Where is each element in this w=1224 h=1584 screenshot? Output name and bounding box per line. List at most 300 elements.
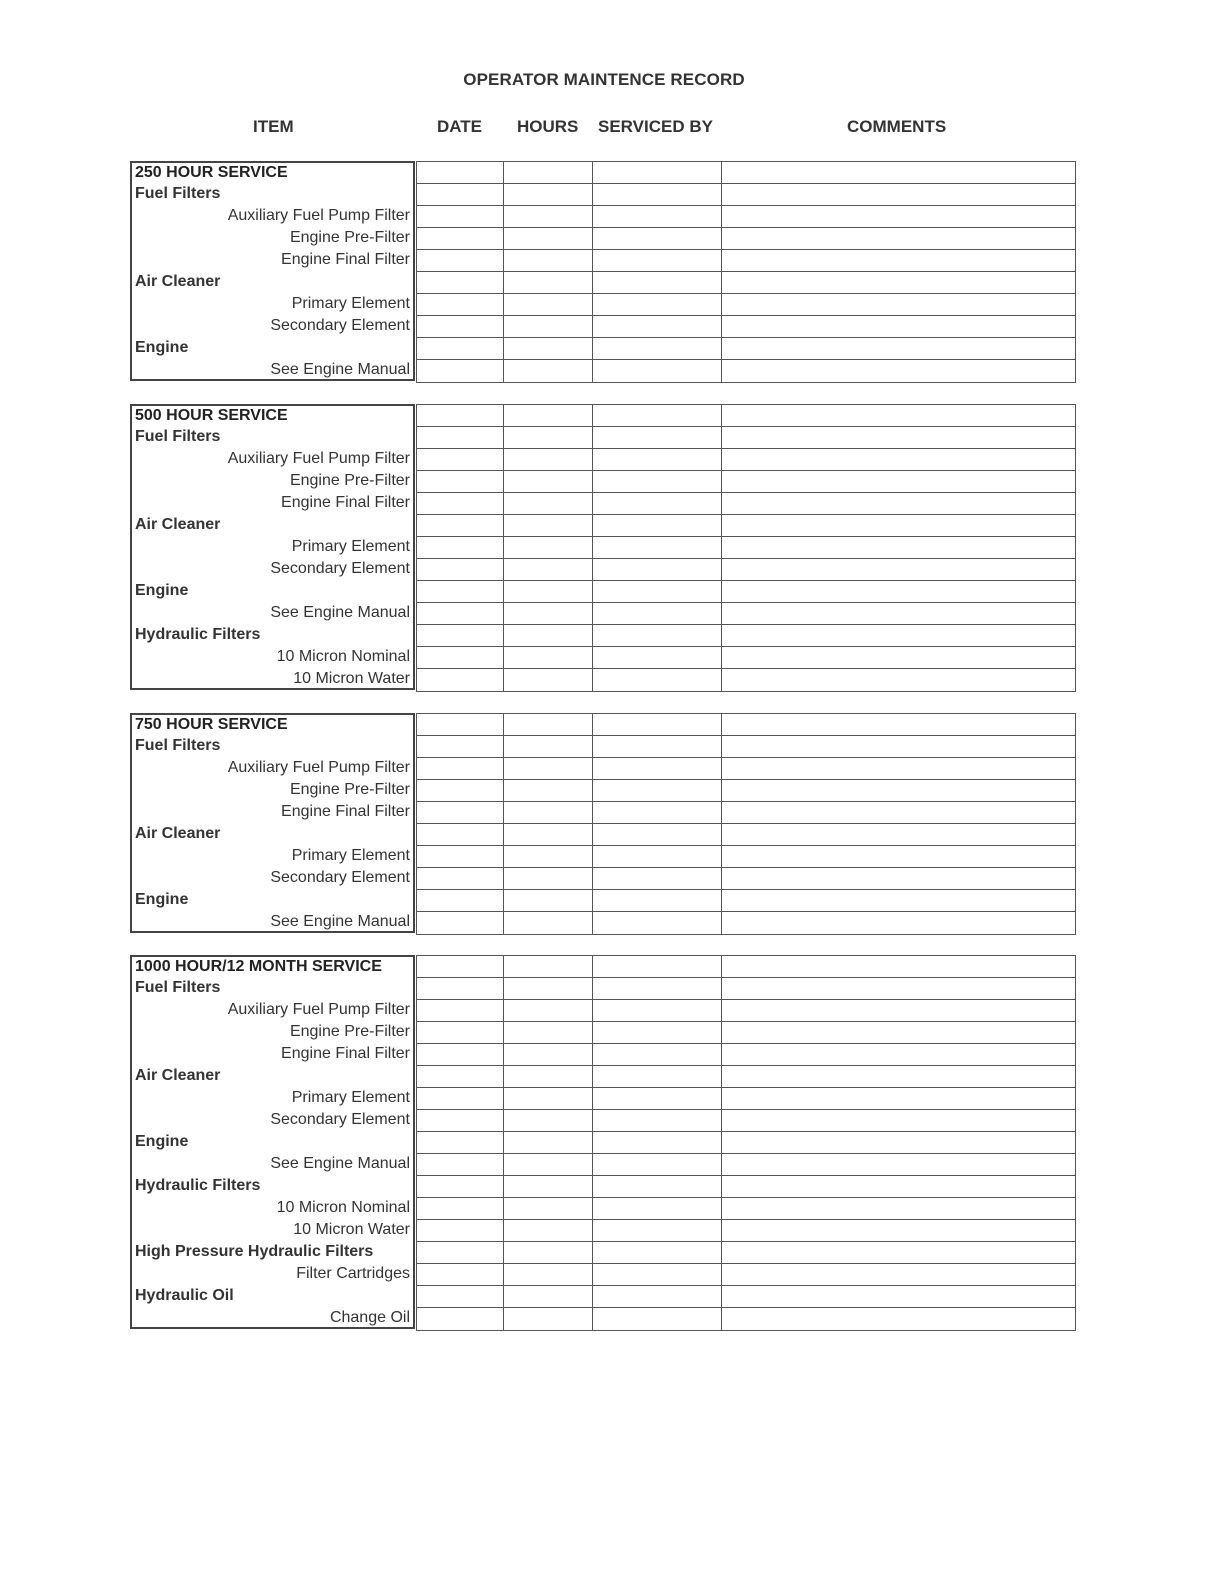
hours-cell[interactable]	[504, 294, 593, 315]
entry-row	[417, 1198, 1075, 1220]
entry-row	[417, 1088, 1075, 1110]
comments-cell[interactable]	[722, 1286, 1075, 1307]
date-cell[interactable]	[417, 1154, 504, 1175]
hours-cell[interactable]	[504, 714, 593, 735]
hours-cell[interactable]	[504, 824, 593, 845]
date-cell[interactable]	[417, 559, 504, 580]
item-group-label: Air Cleaner	[135, 1067, 221, 1084]
serviced-by-cell[interactable]	[593, 912, 722, 934]
section-title: 1000 HOUR/12 MONTH SERVICE	[135, 958, 382, 975]
item-sub-label: Secondary Element	[270, 869, 410, 886]
item-sub-label: 10 Micron Nominal	[276, 1199, 410, 1216]
entry-row	[417, 316, 1075, 338]
comments-cell[interactable]	[722, 449, 1075, 470]
service-section	[130, 404, 1076, 690]
comments-cell[interactable]	[722, 758, 1075, 779]
entry-row	[417, 1176, 1075, 1198]
entry-row	[417, 449, 1075, 471]
entry-row	[417, 956, 1075, 978]
entry-row	[417, 1264, 1075, 1286]
comments-cell[interactable]	[722, 184, 1075, 205]
hours-cell[interactable]	[504, 250, 593, 271]
serviced-by-cell[interactable]	[593, 625, 722, 646]
hours-cell[interactable]	[504, 890, 593, 911]
comments-cell[interactable]	[722, 802, 1075, 823]
entry-row	[417, 537, 1075, 559]
comments-cell[interactable]	[722, 1044, 1075, 1065]
item-sub-label: Secondary Element	[270, 317, 410, 334]
item-group-label: High Pressure Hydraulic Filters	[135, 1243, 374, 1260]
item-label-box	[130, 161, 415, 381]
item-sub-label: Engine Pre-Filter	[289, 1023, 410, 1040]
hours-cell[interactable]	[504, 978, 593, 999]
serviced-by-cell[interactable]	[593, 802, 722, 823]
comments-cell[interactable]	[722, 625, 1075, 646]
serviced-by-cell[interactable]	[593, 1154, 722, 1175]
item-group-label: Engine	[135, 339, 189, 356]
entry-row	[417, 978, 1075, 1000]
hours-cell[interactable]	[504, 956, 593, 977]
date-cell[interactable]	[417, 1088, 504, 1109]
service-section	[130, 955, 1076, 1329]
hours-cell[interactable]	[504, 1264, 593, 1285]
serviced-by-cell[interactable]	[593, 162, 722, 183]
hours-cell[interactable]	[504, 868, 593, 889]
hours-cell[interactable]	[504, 559, 593, 580]
serviced-by-cell[interactable]	[593, 559, 722, 580]
date-cell[interactable]	[417, 1000, 504, 1021]
entry-row	[417, 736, 1075, 758]
date-cell[interactable]	[417, 316, 504, 337]
comments-cell[interactable]	[722, 162, 1075, 183]
item-sub-label: Auxiliary Fuel Pump Filter	[227, 207, 410, 224]
date-cell[interactable]	[417, 338, 504, 359]
hours-cell[interactable]	[504, 228, 593, 249]
comments-cell[interactable]	[722, 338, 1075, 359]
entry-row	[417, 1286, 1075, 1308]
hours-cell[interactable]	[504, 316, 593, 337]
entry-row	[417, 1066, 1075, 1088]
date-cell[interactable]	[417, 780, 504, 801]
comments-cell[interactable]	[722, 978, 1075, 999]
serviced-by-cell[interactable]	[593, 824, 722, 845]
date-cell[interactable]	[417, 912, 504, 934]
comments-cell[interactable]	[722, 824, 1075, 845]
hours-cell[interactable]	[504, 625, 593, 646]
item-label-box	[130, 955, 415, 1329]
entry-row	[417, 360, 1075, 382]
comments-cell[interactable]	[722, 890, 1075, 911]
hours-cell[interactable]	[504, 1286, 593, 1307]
serviced-by-cell[interactable]	[593, 736, 722, 757]
serviced-by-cell[interactable]	[593, 1286, 722, 1307]
entry-row	[417, 294, 1075, 316]
entry-row	[417, 802, 1075, 824]
serviced-by-cell[interactable]	[593, 890, 722, 911]
hours-cell[interactable]	[504, 1044, 593, 1065]
entry-row	[417, 272, 1075, 294]
hours-cell[interactable]	[504, 912, 593, 934]
entry-row	[417, 206, 1075, 228]
column-header-hours: HOURS	[517, 117, 579, 136]
entry-row	[417, 405, 1075, 427]
date-cell[interactable]	[417, 736, 504, 757]
comments-cell[interactable]	[722, 228, 1075, 249]
date-cell[interactable]	[417, 515, 504, 536]
hours-cell[interactable]	[504, 272, 593, 293]
comments-cell[interactable]	[722, 1154, 1075, 1175]
date-cell[interactable]	[417, 1198, 504, 1219]
column-header-date: DATE	[437, 117, 483, 136]
item-sub-label: Engine Final Filter	[281, 251, 410, 268]
serviced-by-cell[interactable]	[593, 272, 722, 293]
comments-cell[interactable]	[722, 581, 1075, 602]
entry-row	[417, 1110, 1075, 1132]
comments-cell[interactable]	[722, 206, 1075, 227]
serviced-by-cell[interactable]	[593, 1044, 722, 1065]
date-cell[interactable]	[417, 1022, 504, 1043]
hours-cell[interactable]	[504, 1066, 593, 1087]
comments-cell[interactable]	[722, 912, 1075, 934]
date-cell[interactable]	[417, 669, 504, 691]
serviced-by-cell[interactable]	[593, 1176, 722, 1197]
hours-cell[interactable]	[504, 802, 593, 823]
serviced-by-cell[interactable]	[593, 669, 722, 691]
comments-cell[interactable]	[722, 1066, 1075, 1087]
serviced-by-cell[interactable]	[593, 758, 722, 779]
serviced-by-cell[interactable]	[593, 714, 722, 735]
hours-cell[interactable]	[504, 1110, 593, 1131]
hours-cell[interactable]	[504, 338, 593, 359]
entry-row	[417, 1044, 1075, 1066]
comments-cell[interactable]	[722, 1308, 1075, 1330]
date-cell[interactable]	[417, 802, 504, 823]
hours-cell[interactable]	[504, 206, 593, 227]
serviced-by-cell[interactable]	[593, 338, 722, 359]
date-cell[interactable]	[417, 978, 504, 999]
item-group-label: Fuel Filters	[135, 428, 221, 445]
section-title: 250 HOUR SERVICE	[135, 164, 288, 181]
date-cell[interactable]	[417, 294, 504, 315]
hours-cell[interactable]	[504, 360, 593, 382]
entry-row	[417, 228, 1075, 250]
entry-grid	[416, 955, 1076, 1331]
item-group-label: Air Cleaner	[135, 825, 221, 842]
date-cell[interactable]	[417, 1264, 504, 1285]
entry-row	[417, 184, 1075, 206]
item-sub-label: Primary Element	[291, 295, 410, 312]
date-cell[interactable]	[417, 1242, 504, 1263]
item-sub-label: 10 Micron Water	[293, 670, 410, 687]
hours-cell[interactable]	[504, 471, 593, 492]
item-sub-label: Engine Final Filter	[281, 1045, 410, 1062]
entry-grid	[416, 161, 1076, 383]
item-sub-label: Auxiliary Fuel Pump Filter	[227, 1001, 410, 1018]
serviced-by-cell[interactable]	[593, 1308, 722, 1330]
hours-cell[interactable]	[504, 184, 593, 205]
entry-row	[417, 1308, 1075, 1330]
item-sub-label: See Engine Manual	[270, 361, 410, 378]
serviced-by-cell[interactable]	[593, 780, 722, 801]
entry-row	[417, 824, 1075, 846]
entry-row	[417, 427, 1075, 449]
entry-grid	[416, 713, 1076, 935]
date-cell[interactable]	[417, 206, 504, 227]
entry-row	[417, 868, 1075, 890]
section-title: 750 HOUR SERVICE	[135, 716, 288, 733]
item-sub-label: Secondary Element	[270, 560, 410, 577]
comments-cell[interactable]	[722, 780, 1075, 801]
serviced-by-cell[interactable]	[593, 1220, 722, 1241]
date-cell[interactable]	[417, 427, 504, 448]
item-group-label: Fuel Filters	[135, 979, 221, 996]
date-cell[interactable]	[417, 581, 504, 602]
date-cell[interactable]	[417, 250, 504, 271]
item-group-label: Engine	[135, 582, 189, 599]
comments-cell[interactable]	[722, 272, 1075, 293]
entry-row	[417, 162, 1075, 184]
serviced-by-cell[interactable]	[593, 956, 722, 977]
date-cell[interactable]	[417, 1110, 504, 1131]
date-cell[interactable]	[417, 1044, 504, 1065]
entry-row	[417, 912, 1075, 934]
comments-cell[interactable]	[722, 846, 1075, 867]
comments-cell[interactable]	[722, 1198, 1075, 1219]
item-group-label: Hydraulic Filters	[135, 1177, 261, 1194]
date-cell[interactable]	[417, 647, 504, 668]
comments-cell[interactable]	[722, 868, 1075, 889]
serviced-by-cell[interactable]	[593, 868, 722, 889]
hours-cell[interactable]	[504, 647, 593, 668]
item-label-box	[130, 713, 415, 933]
hours-cell[interactable]	[504, 1022, 593, 1043]
comments-cell[interactable]	[722, 316, 1075, 337]
hours-cell[interactable]	[504, 515, 593, 536]
entry-row	[417, 647, 1075, 669]
comments-cell[interactable]	[722, 360, 1075, 382]
hours-cell[interactable]	[504, 1220, 593, 1241]
hours-cell[interactable]	[504, 780, 593, 801]
comments-cell[interactable]	[722, 669, 1075, 691]
comments-cell[interactable]	[722, 515, 1075, 536]
entry-row	[417, 1220, 1075, 1242]
serviced-by-cell[interactable]	[593, 1264, 722, 1285]
item-sub-label: Primary Element	[291, 538, 410, 555]
serviced-by-cell[interactable]	[593, 1110, 722, 1131]
hours-cell[interactable]	[504, 162, 593, 183]
serviced-by-cell[interactable]	[593, 493, 722, 514]
date-cell[interactable]	[417, 1308, 504, 1330]
item-group-label: Hydraulic Filters	[135, 626, 261, 643]
entry-row	[417, 471, 1075, 493]
date-cell[interactable]	[417, 1176, 504, 1197]
date-cell[interactable]	[417, 714, 504, 735]
comments-cell[interactable]	[722, 1264, 1075, 1285]
date-cell[interactable]	[417, 868, 504, 889]
hours-cell[interactable]	[504, 1088, 593, 1109]
item-group-label: Fuel Filters	[135, 185, 221, 202]
comments-cell[interactable]	[722, 405, 1075, 426]
date-cell[interactable]	[417, 1286, 504, 1307]
serviced-by-cell[interactable]	[593, 1066, 722, 1087]
column-header-item: ITEM	[253, 117, 294, 136]
comments-cell[interactable]	[722, 714, 1075, 735]
date-cell[interactable]	[417, 360, 504, 382]
comments-cell[interactable]	[722, 1000, 1075, 1021]
date-cell[interactable]	[417, 272, 504, 293]
date-cell[interactable]	[417, 449, 504, 470]
comments-cell[interactable]	[722, 559, 1075, 580]
comments-cell[interactable]	[722, 956, 1075, 977]
serviced-by-cell[interactable]	[593, 1132, 722, 1153]
item-sub-label: See Engine Manual	[270, 604, 410, 621]
date-cell[interactable]	[417, 1220, 504, 1241]
date-cell[interactable]	[417, 890, 504, 911]
item-sub-label: Primary Element	[291, 847, 410, 864]
serviced-by-cell[interactable]	[593, 471, 722, 492]
serviced-by-cell[interactable]	[593, 250, 722, 271]
item-group-label: Fuel Filters	[135, 737, 221, 754]
serviced-by-cell[interactable]	[593, 449, 722, 470]
comments-cell[interactable]	[722, 1176, 1075, 1197]
serviced-by-cell[interactable]	[593, 206, 722, 227]
date-cell[interactable]	[417, 184, 504, 205]
hours-cell[interactable]	[504, 1000, 593, 1021]
entry-row	[417, 1132, 1075, 1154]
comments-cell[interactable]	[722, 427, 1075, 448]
item-sub-label: Secondary Element	[270, 1111, 410, 1128]
comments-cell[interactable]	[722, 1242, 1075, 1263]
serviced-by-cell[interactable]	[593, 427, 722, 448]
hours-cell[interactable]	[504, 1176, 593, 1197]
column-header-serviced-by: SERVICED BY	[598, 117, 713, 136]
serviced-by-cell[interactable]	[593, 1000, 722, 1021]
hours-cell[interactable]	[504, 405, 593, 426]
comments-cell[interactable]	[722, 736, 1075, 757]
hours-cell[interactable]	[504, 736, 593, 757]
comments-cell[interactable]	[722, 471, 1075, 492]
serviced-by-cell[interactable]	[593, 1088, 722, 1109]
hours-cell[interactable]	[504, 1132, 593, 1153]
date-cell[interactable]	[417, 405, 504, 426]
hours-cell[interactable]	[504, 1154, 593, 1175]
date-cell[interactable]	[417, 758, 504, 779]
hours-cell[interactable]	[504, 1242, 593, 1263]
item-sub-label: Engine Pre-Filter	[289, 781, 410, 798]
comments-cell[interactable]	[722, 1110, 1075, 1131]
item-sub-label: Filter Cartridges	[296, 1265, 410, 1282]
section-title: 500 HOUR SERVICE	[135, 407, 288, 424]
service-section	[130, 713, 1076, 933]
comments-cell[interactable]	[722, 537, 1075, 558]
entry-row	[417, 559, 1075, 581]
item-group-label: Air Cleaner	[135, 273, 221, 290]
item-sub-label: 10 Micron Water	[293, 1221, 410, 1238]
hours-cell[interactable]	[504, 581, 593, 602]
entry-row	[417, 1242, 1075, 1264]
entry-row	[417, 669, 1075, 691]
hours-cell[interactable]	[504, 537, 593, 558]
serviced-by-cell[interactable]	[593, 228, 722, 249]
hours-cell[interactable]	[504, 669, 593, 691]
item-sub-label: Auxiliary Fuel Pump Filter	[227, 450, 410, 467]
serviced-by-cell[interactable]	[593, 1022, 722, 1043]
date-cell[interactable]	[417, 162, 504, 183]
hours-cell[interactable]	[504, 1198, 593, 1219]
comments-cell[interactable]	[722, 250, 1075, 271]
comments-cell[interactable]	[722, 294, 1075, 315]
hours-cell[interactable]	[504, 449, 593, 470]
entry-row	[417, 493, 1075, 515]
serviced-by-cell[interactable]	[593, 405, 722, 426]
date-cell[interactable]	[417, 1066, 504, 1087]
entry-row	[417, 250, 1075, 272]
date-cell[interactable]	[417, 846, 504, 867]
serviced-by-cell[interactable]	[593, 603, 722, 624]
comments-cell[interactable]	[722, 1132, 1075, 1153]
date-cell[interactable]	[417, 471, 504, 492]
serviced-by-cell[interactable]	[593, 846, 722, 867]
item-sub-label: See Engine Manual	[270, 1155, 410, 1172]
service-section	[130, 161, 1076, 381]
item-sub-label: Engine Pre-Filter	[289, 229, 410, 246]
serviced-by-cell[interactable]	[593, 184, 722, 205]
hours-cell[interactable]	[504, 493, 593, 514]
item-group-label: Engine	[135, 1133, 189, 1150]
date-cell[interactable]	[417, 625, 504, 646]
serviced-by-cell[interactable]	[593, 978, 722, 999]
serviced-by-cell[interactable]	[593, 1198, 722, 1219]
serviced-by-cell[interactable]	[593, 1242, 722, 1263]
comments-cell[interactable]	[722, 493, 1075, 514]
comments-cell[interactable]	[722, 1088, 1075, 1109]
date-cell[interactable]	[417, 228, 504, 249]
serviced-by-cell[interactable]	[593, 515, 722, 536]
serviced-by-cell[interactable]	[593, 316, 722, 337]
entry-row	[417, 581, 1075, 603]
serviced-by-cell[interactable]	[593, 294, 722, 315]
entry-row	[417, 603, 1075, 625]
hours-cell[interactable]	[504, 427, 593, 448]
date-cell[interactable]	[417, 537, 504, 558]
hours-cell[interactable]	[504, 603, 593, 624]
entry-row	[417, 890, 1075, 912]
item-group-label: Air Cleaner	[135, 516, 221, 533]
entry-row	[417, 1022, 1075, 1044]
hours-cell[interactable]	[504, 758, 593, 779]
item-group-label: Hydraulic Oil	[135, 1287, 234, 1304]
comments-cell[interactable]	[722, 603, 1075, 624]
item-sub-label: Auxiliary Fuel Pump Filter	[227, 759, 410, 776]
serviced-by-cell[interactable]	[593, 360, 722, 382]
comments-cell[interactable]	[722, 1220, 1075, 1241]
comments-cell[interactable]	[722, 1022, 1075, 1043]
serviced-by-cell[interactable]	[593, 647, 722, 668]
entry-row	[417, 846, 1075, 868]
date-cell[interactable]	[417, 956, 504, 977]
date-cell[interactable]	[417, 824, 504, 845]
comments-cell[interactable]	[722, 647, 1075, 668]
entry-row	[417, 338, 1075, 360]
serviced-by-cell[interactable]	[593, 581, 722, 602]
hours-cell[interactable]	[504, 846, 593, 867]
date-cell[interactable]	[417, 1132, 504, 1153]
date-cell[interactable]	[417, 493, 504, 514]
hours-cell[interactable]	[504, 1308, 593, 1330]
item-sub-label: 10 Micron Nominal	[276, 648, 410, 665]
serviced-by-cell[interactable]	[593, 537, 722, 558]
date-cell[interactable]	[417, 603, 504, 624]
